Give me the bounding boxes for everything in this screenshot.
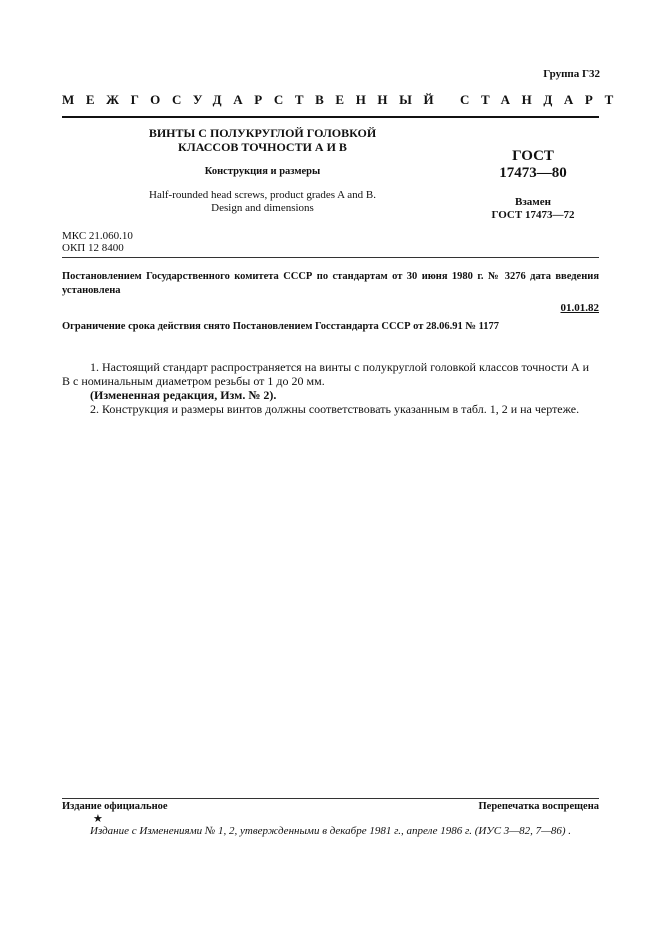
group-code: Группа Г32 <box>543 68 600 80</box>
paragraph-2: 2. Конструкция и размеры винтов должны соответствовать указанным в табл. 1, 2 и на чертеже. <box>90 402 580 416</box>
official-edition-label: Издание официальное <box>62 801 168 812</box>
okp-code: ОКП 12 8400 <box>62 242 124 254</box>
subtitle: Конструкция и размеры <box>204 166 321 177</box>
introduction-date: 01.01.82 <box>560 302 599 314</box>
bottom-rule <box>62 798 599 799</box>
title-block <box>130 126 395 215</box>
mks-code: МКС 21.060.10 <box>62 230 133 242</box>
title-line-2: КЛАССОВ ТОЧНОСТИ А И В <box>178 140 347 154</box>
decree-text: Постановлением Государственного комитета СССР по стандартам от 30 июня 1980 г. № 3276 дата введения установлена <box>62 271 599 296</box>
star-icon: ★ <box>93 813 103 825</box>
gost-number: 17473—80 <box>499 165 567 181</box>
top-rule <box>62 116 599 118</box>
reprint-prohibited-label: Перепечатка воспрещена <box>478 801 599 812</box>
replaces-label: Взамен <box>515 196 551 208</box>
classification-codes <box>62 230 133 254</box>
replaces-value: ГОСТ 17473—72 <box>491 209 575 221</box>
english-title-line-1: Half-rounded head screws, product grades A and B. <box>149 189 376 201</box>
title-line-1: ВИНТЫ С ПОЛУКРУГЛОЙ ГОЛОВКОЙ <box>148 126 377 140</box>
gost-block <box>478 148 588 221</box>
limit-removed-text: Ограничение срока действия снято Постановлением Госстандарта СССР от 28.06.91 № 1177 <box>62 321 500 332</box>
body-text <box>62 360 599 416</box>
english-title-line-2: Design and dimensions <box>211 202 314 214</box>
edition-note: Издание с Изменениями № 1, 2, утвержденными в декабре 1981 г., апреле 1986 г. (ИУС 3—82, 7—86) . <box>90 825 572 837</box>
standard-banner: МЕЖГОСУДАРСТВЕННЫЙ СТАНДАРТ <box>62 92 625 107</box>
gost-label: ГОСТ <box>512 148 554 164</box>
paragraph-1: 1. Настоящий стандарт распространяется на винты с полукруглой головкой классов точности А и В с номинальным диаметром резьбы от 1 до 20 мм. <box>62 360 590 388</box>
paragraph-1-note: (Измененная редакция, Изм. № 2). <box>90 388 277 402</box>
middle-rule <box>62 257 599 258</box>
